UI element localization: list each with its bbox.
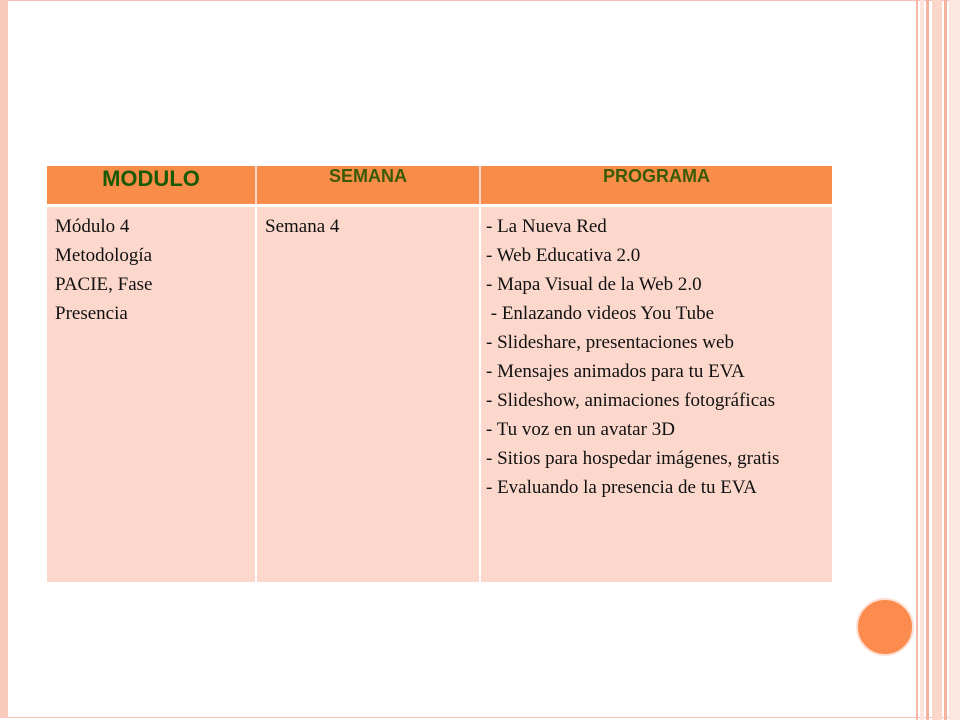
decorative-circle — [856, 598, 914, 656]
semana-value: Semana 4 — [265, 216, 340, 237]
programa-item: - Slideshow, animaciones fotográficas — [486, 390, 775, 411]
programa-item: - Mensajes animados para tu EVA — [486, 361, 745, 382]
programa-item: - La Nueva Red — [486, 216, 607, 237]
programa-item: - Sitios para hospedar imágenes, gratis — [486, 448, 780, 469]
semana-cell — [256, 206, 480, 583]
programa-item: - Web Educativa 2.0 — [486, 245, 641, 266]
table-row — [47, 206, 832, 583]
decorative-stripes — [916, 0, 960, 720]
header-semana: SEMANA — [256, 166, 480, 206]
programa-cell — [480, 206, 832, 583]
table-header-row — [47, 166, 832, 206]
programa-item: - Tu voz en un avatar 3D — [486, 419, 675, 440]
header-programa: PROGRAMA — [480, 166, 832, 206]
program-table — [47, 166, 832, 582]
modulo-line: Metodología — [55, 245, 153, 266]
programa-item: - Evaluando la presencia de tu EVA — [486, 477, 757, 498]
header-modulo: MODULO — [47, 166, 256, 206]
modulo-line: PACIE, Fase — [55, 274, 153, 295]
programa-item: - Mapa Visual de la Web 2.0 — [486, 274, 702, 295]
modulo-line: Módulo 4 — [55, 216, 130, 237]
modulo-line: Presencia — [55, 303, 128, 324]
programa-item: - Slideshare, presentaciones web — [486, 332, 734, 353]
programa-item: - Enlazando videos You Tube — [486, 303, 715, 324]
modulo-cell — [47, 206, 256, 583]
